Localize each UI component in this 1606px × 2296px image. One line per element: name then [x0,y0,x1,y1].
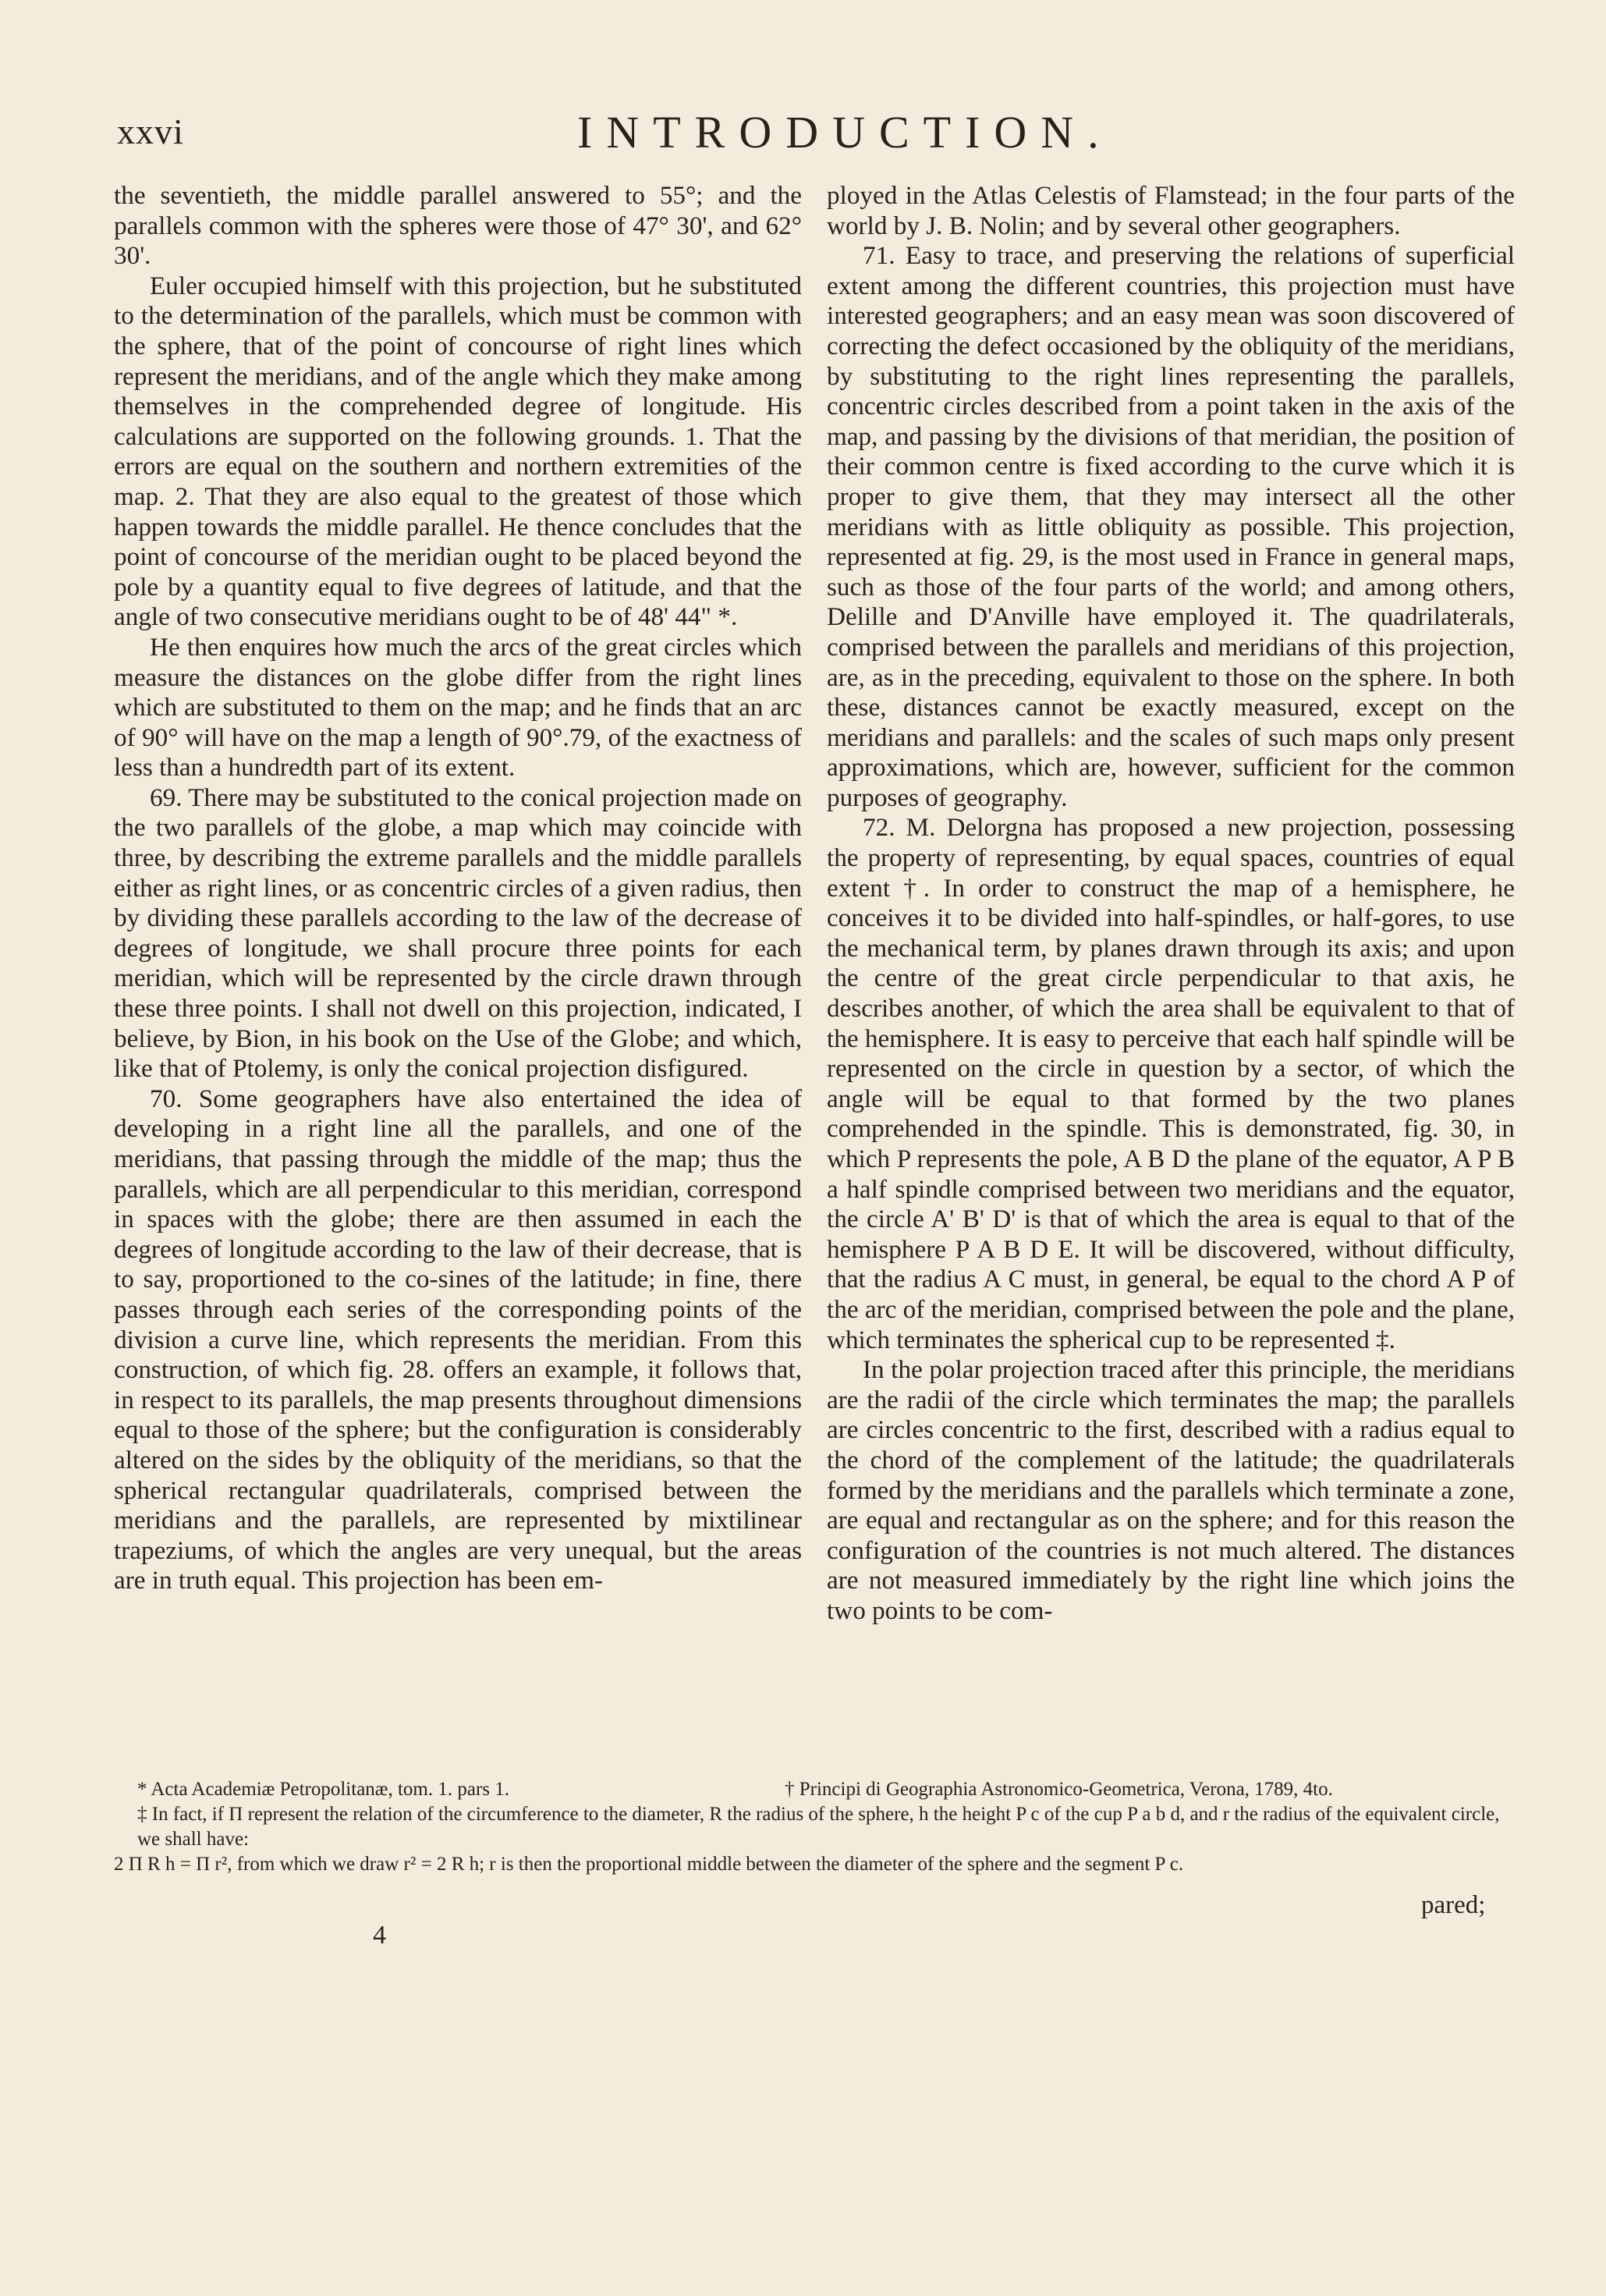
footnote-ddagger-formula: 2 Π R h = Π r², from which we draw r² = 2 R h; r is then the proportional middle between the diameter of the sphere and the segment P c. [114,1854,1184,1875]
catchword: pared; [1421,1891,1486,1919]
signature-mark: 4 [373,1921,386,1950]
running-title: INTRODUCTION. [577,107,1113,158]
page-number: xxvi [117,112,184,151]
paragraph: 71. Easy to trace, and preserving the relations of superficial extent among the different countries, this projection must have interested geographers; and an easy mean was soon discovered of correcting the defect occasioned by the obliquity of the meridians, by substituting to the right lines representing the parallels, concentric circles described from a point taken in the axis of the map, and passing by the divisions of that meridian, the position of their common centre is fixed according to the curve which it is proper to give them, that they may intersect all the other meridians with as little obliquity as possible. This projection, represented at fig. 29, is the most used in France in general maps, such as those of the four parts of the world; and among others, Delille and D'Anville have employed it. The quadrilaterals, comprised between the parallels and meridians of this projection, are, as in the preceding, equivalent to those on the sphere. In both these, distances cannot be exactly measured, except on the meridians and parallels: and the scales of such maps only present approximations, which are, however, sufficient for the common purposes of geography. [827,241,1515,812]
paragraph: 72. M. Delorgna has proposed a new projection, possessing the property of representing, by equal spaces, countries of equal extent †. In order to construct the map of a hemisphere, he conceives it to be divided into half-spindles, or half-gores, to use the mechanical term, by planes drawn through its axis; and upon the centre of the great circle perpendicular to that axis, he describes another, of which the area shall be equivalent to that of the hemisphere. It is easy to perceive that each half spindle will be represented on the circle in question by a sector, of which the angle will be equal to that formed by the two planes comprehended in the spindle. This is demonstrated, fig. 30, in which P represents the pole, A B D the plane of the equator, A P B a half spindle comprised between two meridians and the equator, the circle A' B' D' is that of which the area is equal to that of the hemisphere P A B D E. It will be discovered, without difficulty, that the radius A C must, in general, be equal to the chord A P of the arc of the meridian, comprised between the pole and the plane, which terminates the spherical cup to be represented ‡. [827,813,1515,1354]
left-column [114,181,802,1596]
paragraph: 70. Some geographers have also entertained the idea of developing in a right line all the parallels, and one of the meridians, that passing through the middle of the map; thus the parallels, which are all perpendicular to this meridian, correspond in spaces with the globe; there are then assumed in each the degrees of longitude according to the law of their decrease, that is to say, proportioned to the co-sines of the latitude; in fine, there passes through each series of the corresponding points of the division a curve line, which represents the meridian. From this construction, of which fig. 28. offers an example, it follows that, in respect to its parallels, the map presents throughout dimensions equal to those of the sphere; but the configuration is considerably altered on the sides by the obliquity of the meridians, so that the spherical rectangular quadrilaterals, comprised between the meridians and the parallels, are represented by mixtilinear trapeziums, of which the angles are very unequal, but the areas are in truth equal. This projection has been em- [114,1084,802,1595]
footnote-ddagger: ‡ In fact, if Π represent the relation of the circumference to the diameter, R the radius of the sphere, h the height P c of the cup P a b d, and r the radius of the equivalent circle, we shall have: [137,1804,1500,1850]
footnote-star: * Acta Academiæ Petropolitanæ, tom. 1. pars 1. [137,1779,510,1800]
paragraph: the seventieth, the middle parallel answered to 55°; and the parallels common with the spheres were those of 47° 30', and 62° 30'. [114,181,802,271]
paragraph: 69. There may be substituted to the conical projection made on the two parallels of the globe, a map which may coincide with three, by describing the extreme parallels and the middle parallels either as right lines, or as concentric circles of a given radius, then by dividing these parallels according to the law of the decrease of degrees of longitude, we shall procure three points for each meridian, which will be represented by the circle drawn through these three points. I shall not dwell on this projection, indicated, I believe, by Bion, in his book on the Use of the Globe; and which, like that of Ptolemy, is only the conical projection disfigured. [114,782,802,1084]
footnote-row [114,1777,1518,1802]
paragraph: He then enquires how much the arcs of the great circles which measure the distances on the globe differ from the right lines which are substituted to them on the map; and he finds that an arc of 90° will have on the map a length of 90°.79, of the exactness of less than a hundredth part of its extent. [114,632,802,782]
footnote-dagger: † Principi di Geographia Astronomico-Geometrica, Verona, 1789, 4to. [785,1779,1333,1800]
right-column [827,181,1515,1627]
paragraph: In the polar projection traced after this principle, the meridians are the radii of the circle which terminates the map; the parallels are circles concentric to the first, described with a radius equal to the chord of the complement of the latitude; the quadrilaterals formed by the meridians and the parallels which terminate a zone, are equal and rectangular as on the sphere; and for this reason the configuration of the countries is not much altered. The distances are not measured immediately by the right line which joins the two points to be com- [827,1355,1515,1625]
paragraph: Euler occupied himself with this projection, but he substituted to the determination of the parallels, which must be common with the sphere, that of the point of concourse of right lines which represent the meridians, and of the angle which they make among themselves in the comprehended degree of longitude. His calculations are supported on the following grounds. 1. That the errors are equal on the southern and northern extremities of the map. 2. That they are also equal to the greatest of those which happen towards the middle parallel. He thence concludes that the point of concourse of the meridian ought to be placed beyond the pole by a quantity equal to five degrees of latitude, and that the angle of two consecutive meridians ought to be of 48' 44" *. [114,271,802,632]
footnotes [114,1777,1518,1877]
paragraph: ployed in the Atlas Celestis of Flamstead; in the four parts of the world by J. B. Nolin; and by several other geographers. [827,181,1515,240]
